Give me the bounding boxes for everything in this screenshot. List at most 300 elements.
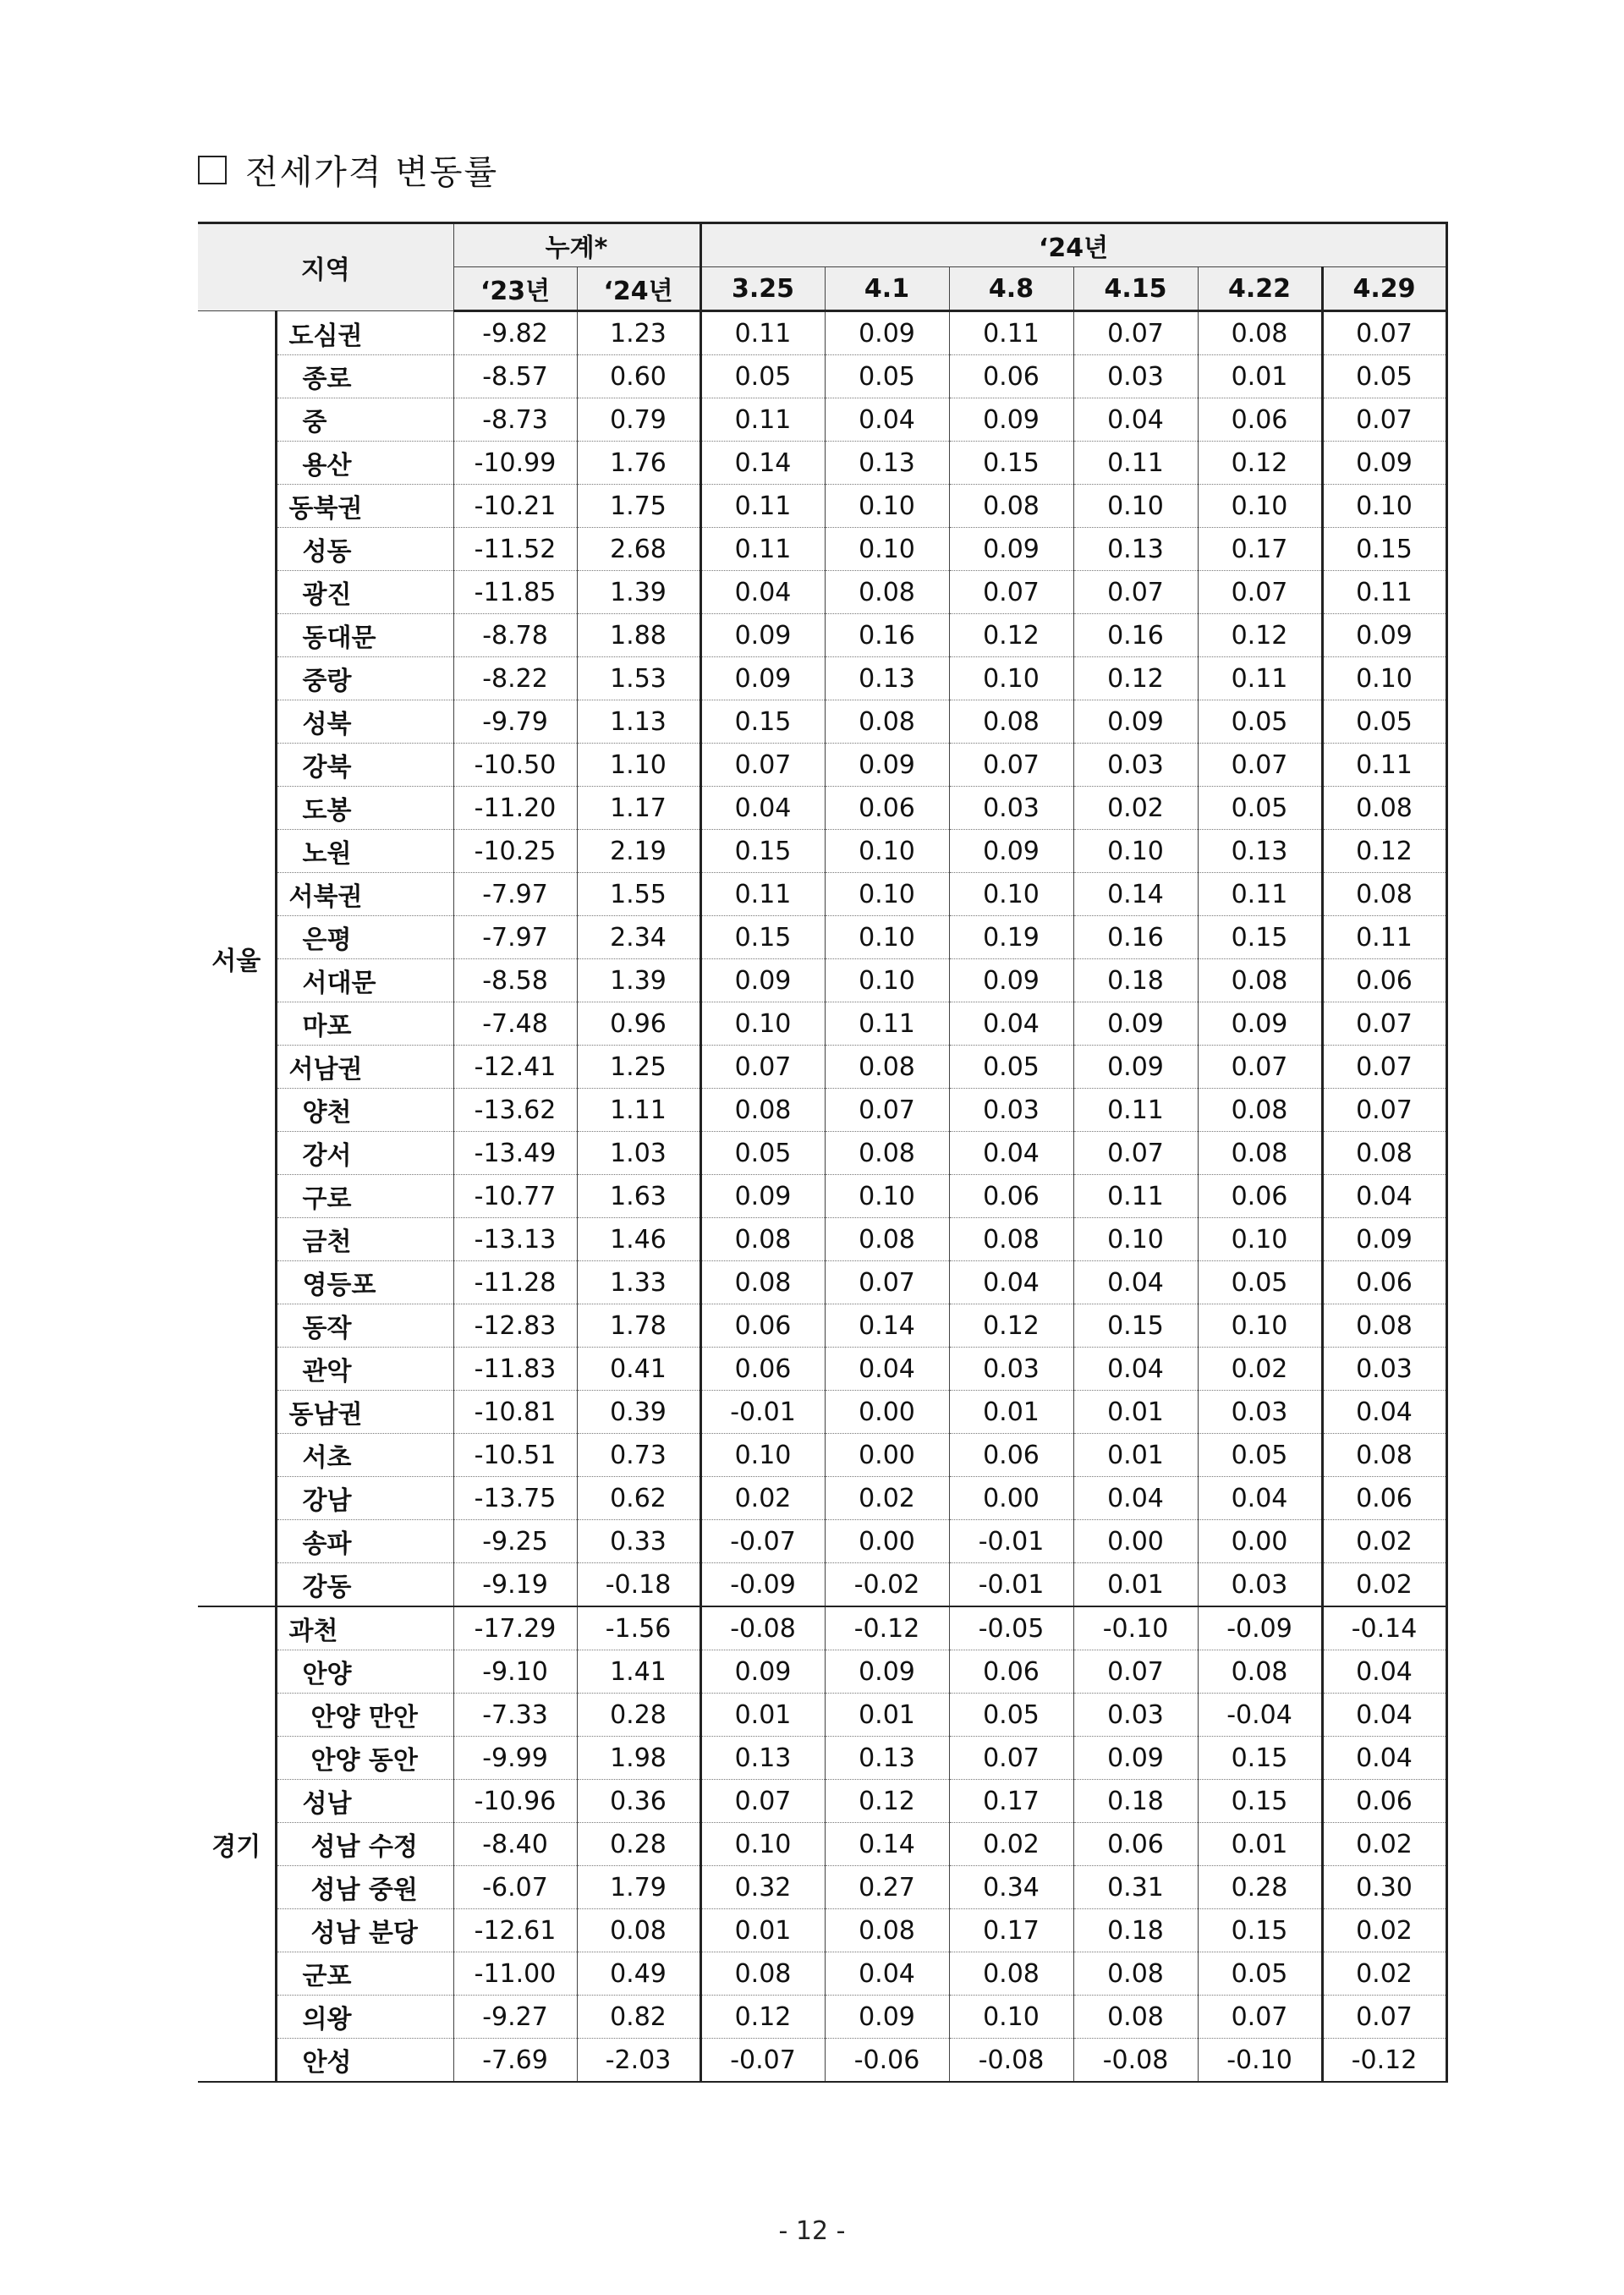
- region-name: 성남: [276, 1780, 453, 1823]
- value-cell: 1.39: [577, 959, 700, 1002]
- value-cell: 0.06: [949, 1650, 1073, 1694]
- title-text: 전세가격 변동률: [245, 153, 499, 192]
- value-cell: 0.12: [1198, 614, 1322, 657]
- table-row: [198, 1132, 1446, 1175]
- value-cell: 0.04: [825, 398, 949, 442]
- value-cell: 0.09: [825, 311, 949, 355]
- value-cell: 0.06: [1198, 1175, 1322, 1218]
- region-name: 강동: [276, 1563, 453, 1607]
- value-cell: 0.08: [700, 1261, 825, 1304]
- value-cell: 0.34: [949, 1866, 1073, 1909]
- value-cell: 0.01: [825, 1694, 949, 1737]
- value-cell: 0.00: [1198, 1520, 1322, 1563]
- value-cell: -7.33: [453, 1694, 577, 1737]
- value-cell: 0.73: [577, 1434, 700, 1477]
- value-cell: 0.01: [1198, 355, 1322, 398]
- region-name: 동남권: [276, 1391, 453, 1434]
- value-cell: -0.07: [700, 1520, 825, 1563]
- value-cell: 1.98: [577, 1737, 700, 1780]
- value-cell: 0.11: [949, 311, 1073, 355]
- value-cell: 0.07: [949, 744, 1073, 787]
- table-row: [198, 1823, 1446, 1866]
- header-col-6: 4.22: [1198, 267, 1322, 311]
- region-name: 강북: [276, 744, 453, 787]
- value-cell: 0.08: [825, 700, 949, 744]
- table-body: [198, 311, 1446, 2083]
- value-cell: 0.02: [1073, 787, 1198, 830]
- value-cell: 0.08: [949, 1952, 1073, 1996]
- table-row: [198, 1952, 1446, 1996]
- value-cell: 0.06: [949, 1175, 1073, 1218]
- value-cell: 0.08: [1322, 873, 1446, 916]
- table-row: [198, 1606, 1446, 1650]
- value-cell: 0.02: [1198, 1348, 1322, 1391]
- value-cell: 0.04: [1322, 1694, 1446, 1737]
- table-row: [198, 1002, 1446, 1046]
- value-cell: 0.09: [700, 959, 825, 1002]
- value-cell: -9.19: [453, 1563, 577, 1607]
- table-row: [198, 614, 1446, 657]
- value-cell: 0.07: [949, 1737, 1073, 1780]
- value-cell: 0.14: [700, 442, 825, 485]
- jeonse-rate-table: [198, 222, 1448, 2083]
- value-cell: 0.04: [1198, 1477, 1322, 1520]
- value-cell: 0.08: [949, 1218, 1073, 1261]
- region-name: 용산: [276, 442, 453, 485]
- value-cell: 0.15: [700, 700, 825, 744]
- value-cell: -12.61: [453, 1909, 577, 1952]
- value-cell: -8.22: [453, 657, 577, 700]
- value-cell: 0.16: [1073, 614, 1198, 657]
- value-cell: 0.27: [825, 1866, 949, 1909]
- value-cell: 1.25: [577, 1046, 700, 1089]
- table-row: [198, 1563, 1446, 1607]
- region-name: 중랑: [276, 657, 453, 700]
- value-cell: 0.06: [1322, 959, 1446, 1002]
- value-cell: 0.00: [825, 1391, 949, 1434]
- region-name: 노원: [276, 830, 453, 873]
- value-cell: 0.09: [700, 1175, 825, 1218]
- value-cell: 0.05: [1198, 1434, 1322, 1477]
- value-cell: -8.57: [453, 355, 577, 398]
- value-cell: 0.02: [1322, 1823, 1446, 1866]
- value-cell: 0.15: [700, 830, 825, 873]
- value-cell: 0.11: [1198, 873, 1322, 916]
- value-cell: 0.11: [1073, 442, 1198, 485]
- value-cell: 0.07: [1322, 1089, 1446, 1132]
- value-cell: -0.18: [577, 1563, 700, 1607]
- header-col-1: ‘24년: [577, 267, 700, 311]
- value-cell: 0.15: [1198, 1780, 1322, 1823]
- value-cell: -11.85: [453, 571, 577, 614]
- value-cell: 0.15: [1322, 528, 1446, 571]
- value-cell: 0.16: [1073, 916, 1198, 959]
- value-cell: 0.15: [1198, 1909, 1322, 1952]
- region-name: 금천: [276, 1218, 453, 1261]
- value-cell: 0.41: [577, 1348, 700, 1391]
- value-cell: 0.01: [700, 1909, 825, 1952]
- region-name: 성남 수정: [276, 1823, 453, 1866]
- value-cell: 0.02: [1322, 1952, 1446, 1996]
- checkbox-square-icon: [198, 156, 227, 184]
- value-cell: 0.10: [1322, 485, 1446, 528]
- value-cell: -0.07: [700, 2039, 825, 2083]
- value-cell: -0.02: [825, 1563, 949, 1607]
- value-cell: 0.28: [577, 1694, 700, 1737]
- value-cell: 0.18: [1073, 1780, 1198, 1823]
- value-cell: 0.02: [1322, 1520, 1446, 1563]
- table-row: [198, 916, 1446, 959]
- value-cell: -9.82: [453, 311, 577, 355]
- value-cell: 1.76: [577, 442, 700, 485]
- value-cell: 0.12: [1073, 657, 1198, 700]
- region-name: 성동: [276, 528, 453, 571]
- value-cell: 0.07: [1073, 311, 1198, 355]
- value-cell: 0.03: [1073, 744, 1198, 787]
- value-cell: 0.09: [1322, 1218, 1446, 1261]
- value-cell: -13.13: [453, 1218, 577, 1261]
- value-cell: -7.97: [453, 916, 577, 959]
- table-row: [198, 1175, 1446, 1218]
- table-row: [198, 1434, 1446, 1477]
- value-cell: 0.32: [700, 1866, 825, 1909]
- value-cell: 0.01: [1073, 1434, 1198, 1477]
- value-cell: 0.08: [1198, 311, 1322, 355]
- value-cell: -0.05: [949, 1606, 1073, 1650]
- value-cell: 0.08: [1073, 1952, 1198, 1996]
- value-cell: 0.10: [825, 916, 949, 959]
- value-cell: -0.01: [949, 1563, 1073, 1607]
- value-cell: 0.10: [949, 1996, 1073, 2039]
- value-cell: 0.15: [949, 442, 1073, 485]
- value-cell: 1.55: [577, 873, 700, 916]
- region-name: 마포: [276, 1002, 453, 1046]
- value-cell: 0.04: [1073, 1348, 1198, 1391]
- table-row: [198, 787, 1446, 830]
- value-cell: 0.05: [949, 1046, 1073, 1089]
- value-cell: -0.04: [1198, 1694, 1322, 1737]
- table-row: [198, 2039, 1446, 2083]
- value-cell: -0.01: [949, 1520, 1073, 1563]
- value-cell: 0.14: [1073, 873, 1198, 916]
- value-cell: 0.07: [1198, 571, 1322, 614]
- value-cell: -9.79: [453, 700, 577, 744]
- region-name: 안양 동안: [276, 1737, 453, 1780]
- value-cell: 0.06: [700, 1348, 825, 1391]
- value-cell: 0.07: [825, 1261, 949, 1304]
- value-cell: 0.08: [949, 485, 1073, 528]
- value-cell: 0.11: [1322, 916, 1446, 959]
- table-row: [198, 1391, 1446, 1434]
- value-cell: 0.07: [1322, 1996, 1446, 2039]
- value-cell: 0.05: [1198, 1952, 1322, 1996]
- value-cell: 0.05: [1322, 700, 1446, 744]
- value-cell: 0.10: [700, 1434, 825, 1477]
- value-cell: 1.10: [577, 744, 700, 787]
- value-cell: 0.02: [949, 1823, 1073, 1866]
- value-cell: 0.04: [949, 1261, 1073, 1304]
- header-col-2: 3.25: [700, 267, 825, 311]
- value-cell: 0.08: [825, 571, 949, 614]
- value-cell: 0.08: [700, 1218, 825, 1261]
- value-cell: 0.03: [1322, 1348, 1446, 1391]
- value-cell: 1.13: [577, 700, 700, 744]
- value-cell: -11.52: [453, 528, 577, 571]
- value-cell: -10.25: [453, 830, 577, 873]
- value-cell: -9.99: [453, 1737, 577, 1780]
- value-cell: 0.07: [825, 1089, 949, 1132]
- value-cell: 0.02: [1322, 1563, 1446, 1607]
- value-cell: 0.04: [700, 787, 825, 830]
- value-cell: 0.04: [949, 1002, 1073, 1046]
- value-cell: 0.15: [1073, 1304, 1198, 1348]
- value-cell: 0.06: [1322, 1477, 1446, 1520]
- value-cell: 0.12: [825, 1780, 949, 1823]
- value-cell: 0.07: [700, 1046, 825, 1089]
- table-row: [198, 528, 1446, 571]
- value-cell: 0.05: [825, 355, 949, 398]
- region-name: 안양 만안: [276, 1694, 453, 1737]
- value-cell: 0.14: [825, 1823, 949, 1866]
- value-cell: 2.19: [577, 830, 700, 873]
- value-cell: 0.05: [1322, 355, 1446, 398]
- value-cell: 0.03: [949, 787, 1073, 830]
- region-group-label: 경기: [198, 1606, 276, 2082]
- value-cell: -8.40: [453, 1823, 577, 1866]
- region-name: 군포: [276, 1952, 453, 1996]
- value-cell: -11.83: [453, 1348, 577, 1391]
- value-cell: 0.11: [700, 311, 825, 355]
- value-cell: -0.14: [1322, 1606, 1446, 1650]
- value-cell: 0.08: [1198, 959, 1322, 1002]
- value-cell: 0.09: [1073, 1002, 1198, 1046]
- value-cell: 0.02: [825, 1477, 949, 1520]
- value-cell: -8.58: [453, 959, 577, 1002]
- header-col-0: ‘23년: [453, 267, 577, 311]
- value-cell: 0.11: [825, 1002, 949, 1046]
- value-cell: 1.78: [577, 1304, 700, 1348]
- value-cell: 0.07: [1073, 1132, 1198, 1175]
- value-cell: 0.10: [825, 1175, 949, 1218]
- value-cell: 0.10: [1322, 657, 1446, 700]
- region-name: 양천: [276, 1089, 453, 1132]
- value-cell: 0.08: [825, 1909, 949, 1952]
- value-cell: 1.33: [577, 1261, 700, 1304]
- value-cell: 0.03: [949, 1089, 1073, 1132]
- value-cell: 0.49: [577, 1952, 700, 1996]
- value-cell: 0.28: [577, 1823, 700, 1866]
- region-name: 종로: [276, 355, 453, 398]
- value-cell: 0.08: [577, 1909, 700, 1952]
- value-cell: 0.04: [1073, 1477, 1198, 1520]
- value-cell: 2.68: [577, 528, 700, 571]
- value-cell: 0.04: [1073, 1261, 1198, 1304]
- value-cell: 0.03: [1073, 1694, 1198, 1737]
- value-cell: 0.09: [700, 614, 825, 657]
- region-group-label: 서울: [198, 311, 276, 1607]
- region-name: 동작: [276, 1304, 453, 1348]
- value-cell: 0.96: [577, 1002, 700, 1046]
- table-row: [198, 1218, 1446, 1261]
- value-cell: 1.75: [577, 485, 700, 528]
- value-cell: 0.13: [825, 442, 949, 485]
- value-cell: 0.06: [1198, 398, 1322, 442]
- table-row: [198, 1304, 1446, 1348]
- value-cell: 0.17: [1198, 528, 1322, 571]
- value-cell: 0.06: [949, 1434, 1073, 1477]
- value-cell: 0.15: [1198, 1737, 1322, 1780]
- value-cell: 0.10: [825, 528, 949, 571]
- value-cell: 0.05: [700, 355, 825, 398]
- table-row: [198, 657, 1446, 700]
- value-cell: 0.02: [700, 1477, 825, 1520]
- region-name: 성남 중원: [276, 1866, 453, 1909]
- value-cell: 1.23: [577, 311, 700, 355]
- value-cell: 0.11: [700, 528, 825, 571]
- value-cell: 0.03: [1198, 1391, 1322, 1434]
- value-cell: 0.00: [949, 1477, 1073, 1520]
- value-cell: 0.00: [825, 1434, 949, 1477]
- value-cell: 0.09: [1073, 700, 1198, 744]
- value-cell: 0.07: [700, 744, 825, 787]
- value-cell: 0.10: [1198, 1218, 1322, 1261]
- table-row: [198, 1348, 1446, 1391]
- value-cell: 0.10: [825, 830, 949, 873]
- value-cell: -13.75: [453, 1477, 577, 1520]
- value-cell: -11.28: [453, 1261, 577, 1304]
- region-name: 성북: [276, 700, 453, 744]
- value-cell: -12.83: [453, 1304, 577, 1348]
- value-cell: 1.79: [577, 1866, 700, 1909]
- value-cell: 0.17: [949, 1909, 1073, 1952]
- value-cell: 1.53: [577, 657, 700, 700]
- value-cell: -7.48: [453, 1002, 577, 1046]
- value-cell: 0.19: [949, 916, 1073, 959]
- value-cell: -7.97: [453, 873, 577, 916]
- value-cell: -10.21: [453, 485, 577, 528]
- value-cell: 0.13: [1073, 528, 1198, 571]
- header-col-7: 4.29: [1322, 267, 1446, 311]
- value-cell: 0.09: [1198, 1002, 1322, 1046]
- value-cell: 0.18: [1073, 1909, 1198, 1952]
- value-cell: -0.01: [700, 1391, 825, 1434]
- value-cell: 0.08: [825, 1046, 949, 1089]
- value-cell: 0.07: [1073, 571, 1198, 614]
- region-name: 관악: [276, 1348, 453, 1391]
- value-cell: 0.07: [1073, 1650, 1198, 1694]
- value-cell: 0.00: [825, 1520, 949, 1563]
- table-row: [198, 1089, 1446, 1132]
- table-row: [198, 959, 1446, 1002]
- value-cell: 0.05: [949, 1694, 1073, 1737]
- value-cell: 0.10: [949, 873, 1073, 916]
- value-cell: 0.08: [949, 700, 1073, 744]
- value-cell: -9.10: [453, 1650, 577, 1694]
- header-col-5: 4.15: [1073, 267, 1198, 311]
- value-cell: 0.12: [1322, 830, 1446, 873]
- value-cell: 0.04: [700, 571, 825, 614]
- table-row: [198, 1650, 1446, 1694]
- value-cell: 1.17: [577, 787, 700, 830]
- value-cell: 0.12: [1198, 442, 1322, 485]
- value-cell: 0.09: [700, 1650, 825, 1694]
- header-col-3: 4.1: [825, 267, 949, 311]
- value-cell: 0.01: [1198, 1823, 1322, 1866]
- value-cell: 0.13: [825, 1737, 949, 1780]
- value-cell: -6.07: [453, 1866, 577, 1909]
- table-row: [198, 1046, 1446, 1089]
- value-cell: 1.41: [577, 1650, 700, 1694]
- value-cell: 0.15: [700, 916, 825, 959]
- value-cell: 0.12: [949, 1304, 1073, 1348]
- header-year-2024: ‘24년: [700, 223, 1446, 267]
- value-cell: 0.07: [1322, 311, 1446, 355]
- value-cell: -8.73: [453, 398, 577, 442]
- value-cell: 0.10: [700, 1823, 825, 1866]
- value-cell: 0.09: [1322, 442, 1446, 485]
- table-row: [198, 398, 1446, 442]
- value-cell: 0.31: [1073, 1866, 1198, 1909]
- table-row: [198, 571, 1446, 614]
- value-cell: 0.07: [1198, 744, 1322, 787]
- value-cell: 0.06: [1322, 1780, 1446, 1823]
- value-cell: -0.09: [1198, 1606, 1322, 1650]
- value-cell: 0.03: [1073, 355, 1198, 398]
- value-cell: -11.00: [453, 1952, 577, 1996]
- value-cell: 0.82: [577, 1996, 700, 2039]
- value-cell: 0.13: [700, 1737, 825, 1780]
- value-cell: 0.79: [577, 398, 700, 442]
- value-cell: -2.03: [577, 2039, 700, 2083]
- value-cell: -0.06: [825, 2039, 949, 2083]
- value-cell: 0.06: [700, 1304, 825, 1348]
- value-cell: 1.88: [577, 614, 700, 657]
- value-cell: 0.07: [1322, 1002, 1446, 1046]
- value-cell: 0.11: [1322, 571, 1446, 614]
- value-cell: 0.07: [1198, 1046, 1322, 1089]
- region-name: 의왕: [276, 1996, 453, 2039]
- table-row: [198, 1261, 1446, 1304]
- table-row: [198, 830, 1446, 873]
- value-cell: 0.11: [1073, 1175, 1198, 1218]
- value-cell: 0.33: [577, 1520, 700, 1563]
- value-cell: 1.11: [577, 1089, 700, 1132]
- value-cell: 0.04: [825, 1348, 949, 1391]
- value-cell: -10.99: [453, 442, 577, 485]
- value-cell: 0.08: [1322, 1434, 1446, 1477]
- table-row: [198, 311, 1446, 355]
- region-name: 서초: [276, 1434, 453, 1477]
- value-cell: 0.03: [1198, 1563, 1322, 1607]
- value-cell: 0.01: [949, 1391, 1073, 1434]
- value-cell: 0.03: [949, 1348, 1073, 1391]
- value-cell: 0.08: [825, 1132, 949, 1175]
- value-cell: -12.41: [453, 1046, 577, 1089]
- value-cell: 0.01: [1073, 1391, 1198, 1434]
- region-name: 중: [276, 398, 453, 442]
- region-name: 동대문: [276, 614, 453, 657]
- value-cell: 0.15: [1198, 916, 1322, 959]
- table-row: [198, 355, 1446, 398]
- table-row: [198, 485, 1446, 528]
- value-cell: 0.12: [700, 1996, 825, 2039]
- value-cell: 0.30: [1322, 1866, 1446, 1909]
- value-cell: -1.56: [577, 1606, 700, 1650]
- value-cell: 1.63: [577, 1175, 700, 1218]
- value-cell: 0.10: [1198, 1304, 1322, 1348]
- value-cell: 0.09: [949, 528, 1073, 571]
- value-cell: 0.09: [1322, 614, 1446, 657]
